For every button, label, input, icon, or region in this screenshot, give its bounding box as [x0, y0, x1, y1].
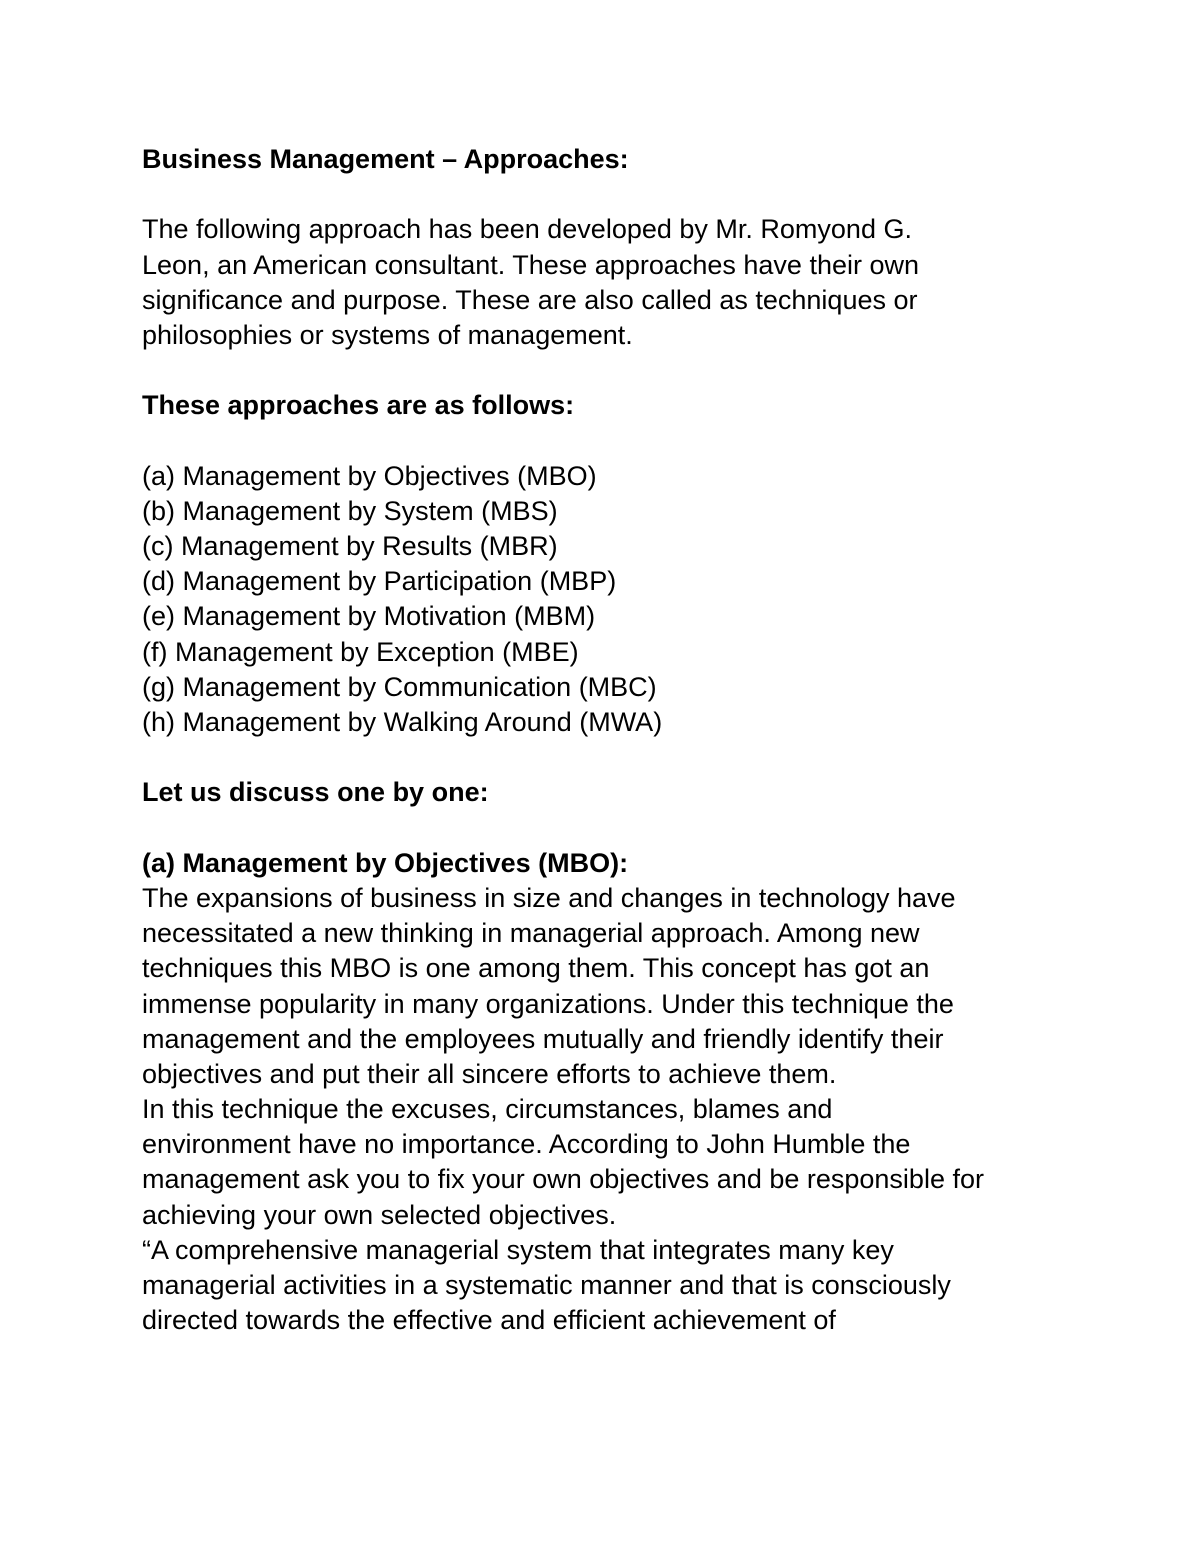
mbo-heading: (a) Management by Objectives (MBO):: [142, 847, 629, 878]
approach-list-item: (e) Management by Motivation (MBM): [142, 601, 596, 632]
intro-line: philosophies or systems of management.: [142, 319, 633, 350]
mbo-paragraph-line: techniques this MBO is one among them. This concept has got an: [142, 953, 930, 984]
spacer: [142, 353, 1102, 388]
mbo-paragraph-line: managerial activities in a systematic manner and that is consciously: [142, 1270, 951, 1300]
document-content: [142, 142, 1102, 1338]
intro-line: Leon, an American consultant. These approaches have their own: [142, 249, 920, 280]
mbo-paragraph-line: “A comprehensive managerial system that integrates many key: [142, 1234, 894, 1265]
intro-line: significance and purpose. These are also called as techniques or: [142, 284, 918, 315]
mbo-paragraph-line: objectives and put their all sincere efforts to achieve them.: [142, 1058, 837, 1089]
mbo-paragraph-line: necessitated a new thinking in managerial approach. Among new: [142, 918, 920, 949]
approach-list-item: (f) Management by Exception (MBE): [142, 636, 579, 667]
mbo-paragraph-line: achieving your own selected objectives.: [142, 1199, 617, 1230]
discuss-heading: Let us discuss one by one:: [142, 777, 489, 808]
mbo-paragraph-line: immense popularity in many organizations. Under this technique the: [142, 988, 954, 1019]
approach-list-item: (c) Management by Results (MBR): [142, 531, 558, 562]
approach-list-item: (d) Management by Participation (MBP): [142, 566, 617, 597]
spacer: [142, 424, 1102, 459]
spacer: [142, 811, 1102, 846]
spacer: [142, 740, 1102, 775]
mbo-paragraph-line: The expansions of business in size and changes in technology have: [142, 882, 956, 913]
document-title: Business Management – Approaches:: [142, 144, 629, 174]
spacer: [142, 177, 1102, 212]
mbo-paragraph-line: management ask you to fix your own objectives and be responsible for: [142, 1164, 984, 1195]
approach-list-item: (g) Management by Communication (MBC): [142, 671, 657, 702]
approach-list-item: (h) Management by Walking Around (MWA): [142, 707, 663, 737]
intro-line: The following approach has been developed by Mr. Romyond G.: [142, 214, 912, 245]
approaches-heading: These approaches are as follows:: [142, 390, 575, 421]
mbo-paragraph-line: management and the employees mutually and friendly identify their: [142, 1023, 944, 1054]
mbo-paragraph-line: environment have no importance. According to John Humble the: [142, 1129, 911, 1160]
approach-list-item: (b) Management by System (MBS): [142, 495, 558, 526]
approach-list-item: (a) Management by Objectives (MBO): [142, 460, 597, 491]
mbo-paragraph-line: In this technique the excuses, circumstances, blames and: [142, 1094, 833, 1125]
mbo-paragraph-line: directed towards the effective and efficient achievement of: [142, 1305, 836, 1336]
